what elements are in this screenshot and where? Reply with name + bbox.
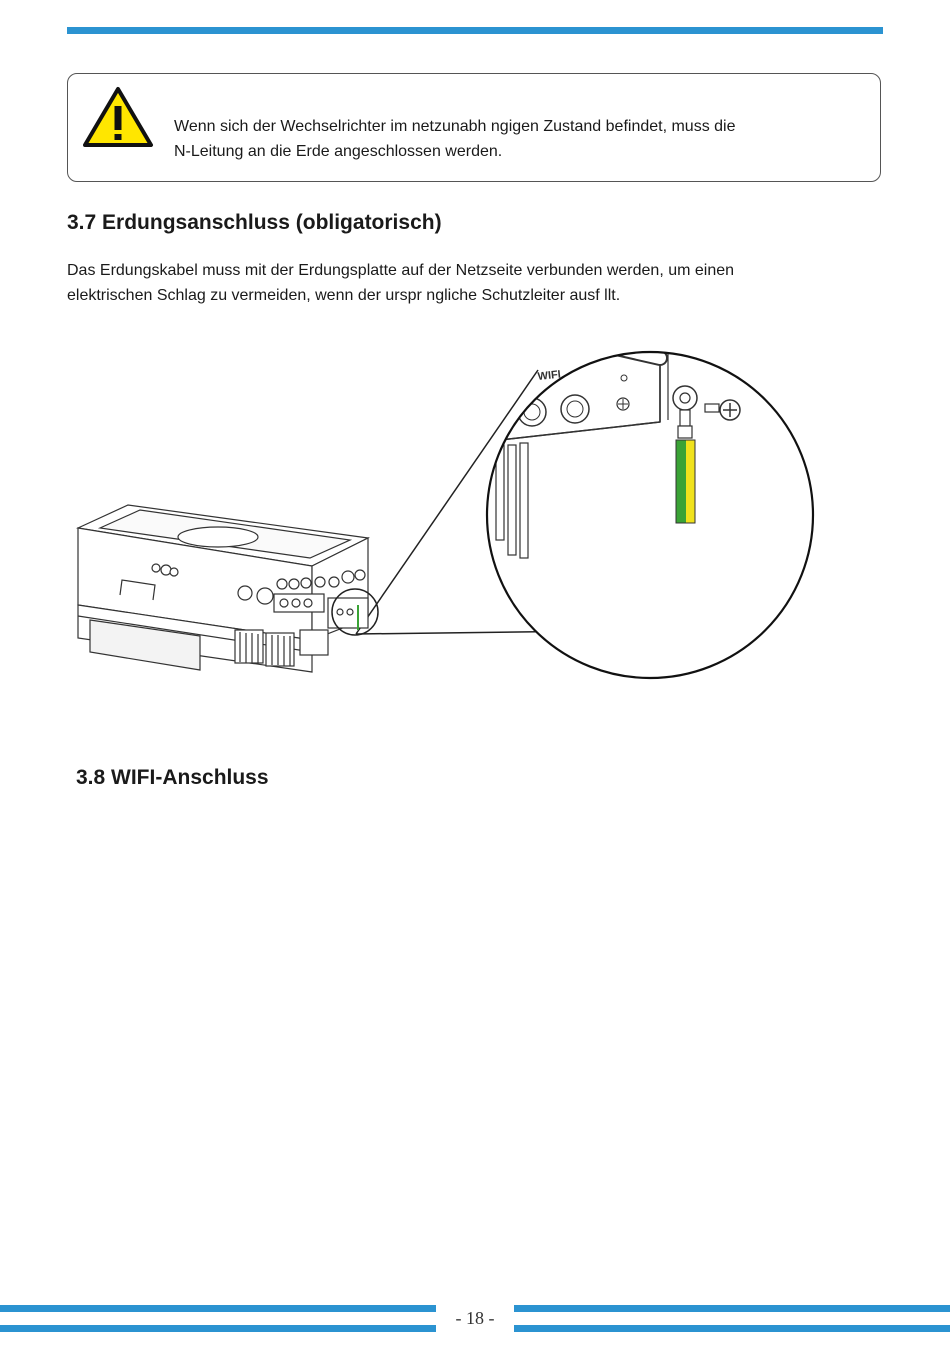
paragraph-line: Das Erdungskabel muss mit der Erdungsplatte auf der Netzseite verbunden werden, um einen [67, 262, 735, 279]
footer-rule [0, 1325, 436, 1332]
footer-rule [514, 1325, 950, 1332]
warning-text [174, 114, 854, 164]
header-rule [67, 27, 883, 34]
warning-text-line: N-Leitung an die Erde angeschlossen werden. [174, 143, 503, 160]
paragraph-line: elektrischen Schlag zu vermeiden, wenn der urspr ngliche Schutzleiter ausf llt. [67, 287, 621, 304]
warning-text-line: Wenn sich der Wechselrichter im netzunabh ngigen Zustand befindet, muss die [174, 118, 736, 135]
warning-icon [82, 86, 154, 148]
footer-rule [0, 1305, 436, 1312]
inverter-illustration [78, 505, 368, 672]
warning-box [67, 73, 881, 182]
grounding-diagram [60, 300, 830, 690]
section-heading-3-7: 3.7 Erdungsanschluss (obligatorisch) [67, 211, 442, 234]
section-heading-3-8: 3.8 WIFI-Anschluss [76, 766, 269, 789]
page-number: - 18 - [455, 1308, 495, 1328]
wifi-label: WIFI [537, 368, 562, 383]
footer-rule [514, 1305, 950, 1312]
